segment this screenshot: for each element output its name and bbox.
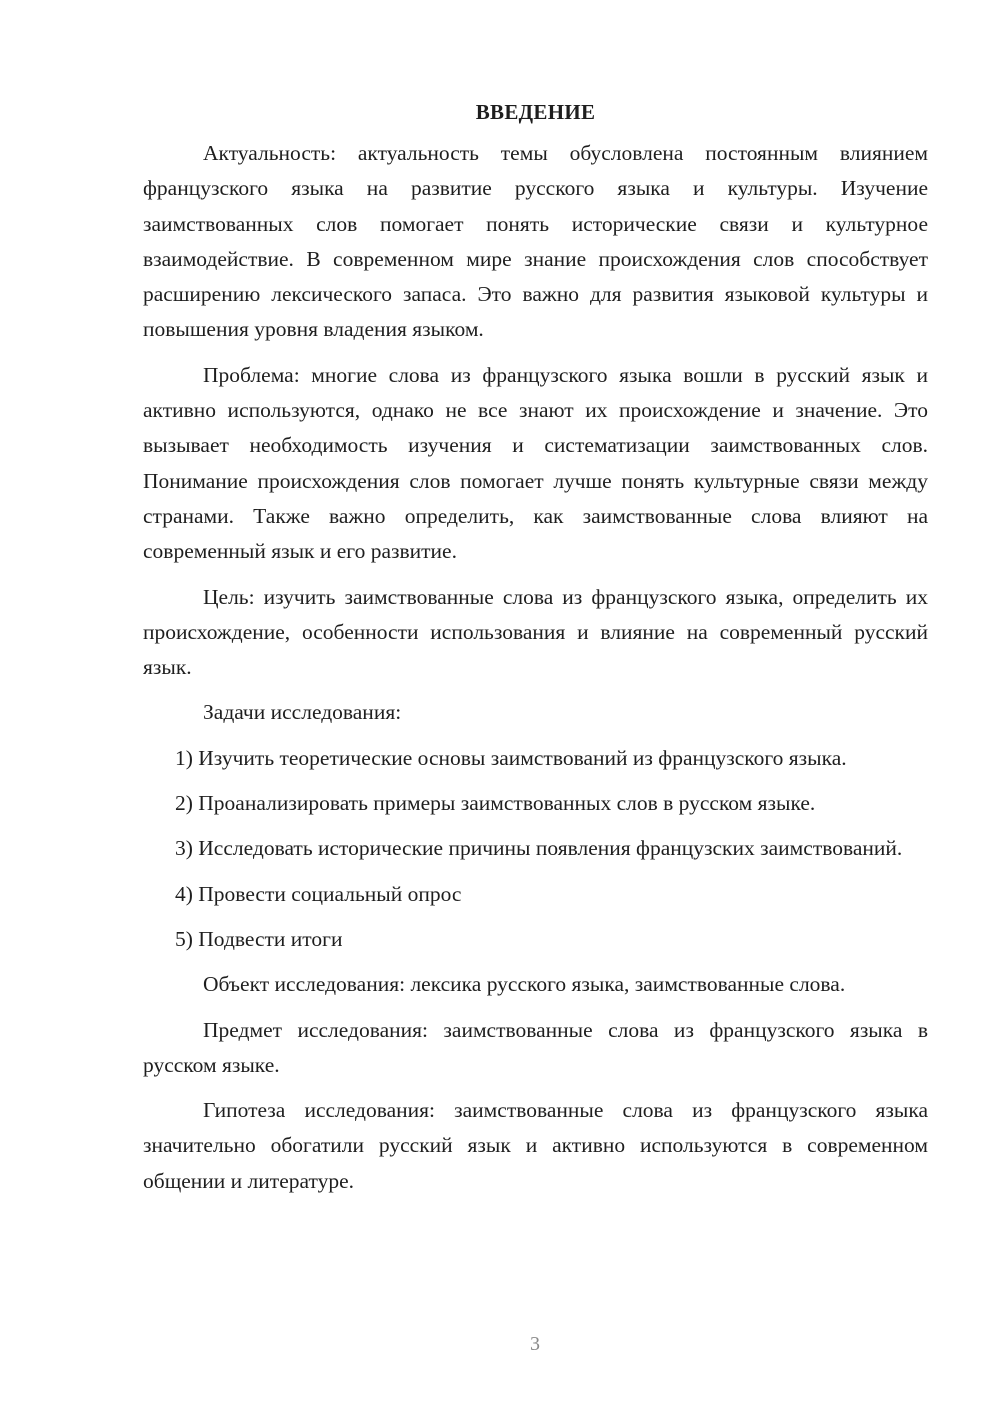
paragraph-problem: Проблема: многие слова из французского языка вошли в русский язык и активно используются, однако не все знают их происхождение и значение. Это вызывает необходимость изучения и систематизации заимствованных слов. Понимание происхождения слов помогает лучше понять культурные связи между странами. Также важно определить, как заимствованные слова влияют на современный язык и его развитие. xyxy=(143,362,928,564)
paragraph-goal: Цель: изучить заимствованные слова из французского языка, определить их происхождение, особенности использования и влияние на современный русский язык. xyxy=(143,584,928,680)
section-title: ВВЕДЕНИЕ xyxy=(475,100,596,124)
task-item-5: 5) Подвести итоги xyxy=(175,926,343,951)
task-item-1: 1) Изучить теоретические основы заимствований из французского языка. xyxy=(175,745,847,770)
page-number: 3 xyxy=(530,1333,540,1355)
paragraph-object: Объект исследования: лексика русского языка, заимствованные слова. xyxy=(203,972,846,997)
paragraph-subject: Предмет исследования: заимствованные слова из французского языка в русском языке. xyxy=(143,1017,928,1077)
tasks-heading: Задачи исследования: xyxy=(203,700,402,725)
page-content xyxy=(143,95,928,1209)
task-item-2: 2) Проанализировать примеры заимствованных слов в русском языке. xyxy=(175,791,816,816)
task-item-4: 4) Провести социальный опрос xyxy=(175,881,462,906)
task-item-3: 3) Исследовать исторические причины появления французских заимствований. xyxy=(175,836,903,861)
paragraph-hypothesis: Гипотеза исследования: заимствованные слова из французского языка значительно обогатили русский язык и активно используются в современном общении и литературе. xyxy=(143,1098,928,1193)
paragraph-relevance: Актуальность: актуальность темы обусловлена постоянным влиянием французского языка на развитие русского языка и культуры. Изучение заимствованных слов помогает понять исторические связи и культурное взаимодействие. В современном мире знание происхождения слов способствует расширению лексического запаса. Это важно для развития языковой культуры и повышения уровня владения языком. xyxy=(143,141,928,342)
